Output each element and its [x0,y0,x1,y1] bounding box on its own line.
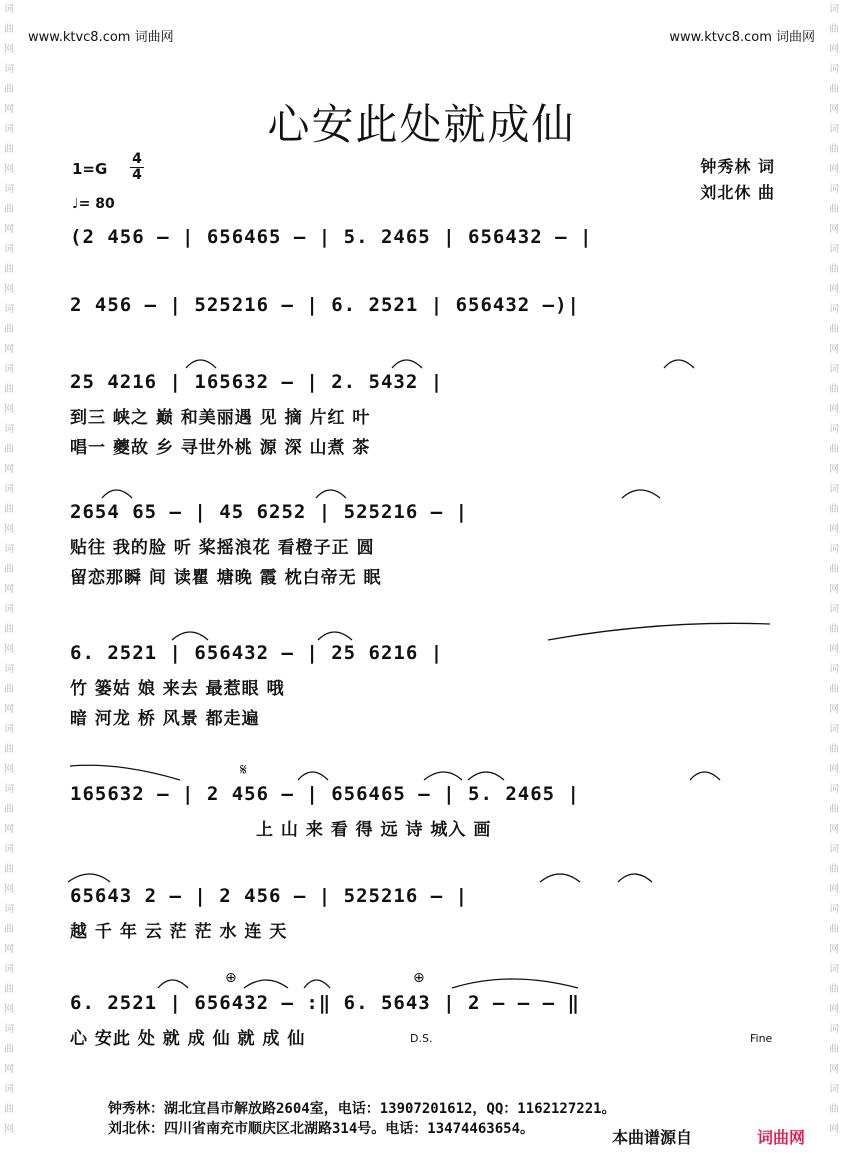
side-watermark-char: 曲 [4,984,14,995]
side-watermark-char: 词 [829,424,839,435]
side-watermark-char: 曲 [4,864,14,875]
segno-mark: 𝄋 [240,760,247,779]
side-watermark-char: 词 [829,904,839,915]
site-logo[interactable]: 词曲网 [757,1128,806,1147]
side-watermark-char: 曲 [4,264,14,275]
side-watermark-char: 网 [4,644,14,655]
side-watermark-char: 曲 [829,984,839,995]
side-watermark-char: 网 [829,944,839,955]
side-watermark-char: 网 [829,284,839,295]
side-watermark-char: 网 [4,524,14,535]
side-watermark-char: 网 [4,1064,14,1075]
side-watermark-char: 词 [829,364,839,375]
side-watermark-char: 曲 [4,24,14,35]
side-watermark-char: 曲 [829,1104,839,1115]
side-watermark-char: 曲 [829,1044,839,1055]
lyrics-row-8: 心 安此 处 就 成 仙 就 成 仙 [70,1029,306,1049]
side-watermark-char: 网 [4,44,14,55]
lyrics-row-7: 越 千 年 云 茫 茫 水 连 天 [70,922,288,942]
side-watermark-char: 词 [829,184,839,195]
footer-composer-contact: 刘北休：四川省南充市顺庆区北湖路314号。电话：13474463654。 [108,1121,535,1137]
side-watermark-char: 曲 [829,684,839,695]
tempo-mark: ♩= 80 [72,196,115,212]
side-watermark-char: 网 [4,704,14,715]
side-watermark-char: 词 [829,64,839,75]
side-watermark-char: 网 [4,164,14,175]
side-watermark-char: 词 [4,364,14,375]
side-watermark-char: 曲 [4,384,14,395]
side-watermark-char: 词 [4,184,14,195]
side-watermark-char: 词 [829,4,839,15]
side-watermark-char: 曲 [829,864,839,875]
side-watermark-char: 网 [4,824,14,835]
score-row-3: 25 4216 | 165632 – | 2. 5432 | [70,371,444,393]
score-row-4: 2654 65 – | 45 6252 | 525216 – | [70,501,469,523]
side-watermark-char: 词 [4,1084,14,1095]
side-watermark-char: 曲 [4,564,14,575]
side-watermark-char: 曲 [829,204,839,215]
score-row-5: 6. 2521 | 656432 – | 25 6216 | [70,642,444,664]
side-watermark-char: 曲 [829,144,839,155]
side-watermark-char: 词 [4,784,14,795]
side-watermark-char: 网 [4,1004,14,1015]
ds-mark: D.S. [410,1032,433,1045]
side-watermark-char: 网 [829,1004,839,1015]
side-watermark-char: 曲 [829,744,839,755]
song-title: 心安此处就成仙 [267,100,576,149]
side-watermark-char: 曲 [829,444,839,455]
side-watermark-char: 词 [4,904,14,915]
site-url-right[interactable]: www.ktvc8.com 词曲网 [669,30,815,45]
fine-mark: Fine [750,1032,773,1045]
key-signature: 1=G [72,160,108,178]
site-url-left[interactable]: www.ktvc8.com 词曲网 [28,30,174,45]
composer-credit: 刘北休 曲 [700,183,775,202]
side-watermark-char: 网 [829,1124,839,1135]
side-watermark-char: 词 [4,304,14,315]
side-watermark-char: 词 [4,724,14,735]
lyrics-row-5-verse-2: 暗 河龙 桥 风景 都走遍 [70,709,260,729]
side-watermark-char: 词 [829,244,839,255]
time-sig-top: 4 [132,151,142,167]
side-watermark-char: 网 [4,584,14,595]
side-watermark-char: 词 [829,304,839,315]
side-watermark-char: 词 [4,964,14,975]
side-watermark-char: 词 [4,1024,14,1035]
side-watermark-char: 词 [829,784,839,795]
side-watermark-char: 词 [829,484,839,495]
side-watermark-char: 网 [829,44,839,55]
coda-mark-1: ⊕ [225,970,237,986]
side-watermark-char: 曲 [829,624,839,635]
side-watermark-char: 词 [829,844,839,855]
side-watermark-char: 网 [829,644,839,655]
side-watermark-char: 曲 [4,684,14,695]
side-watermark-char: 网 [829,704,839,715]
lyrics-row-3-verse-1: 到三 峡之 巅 和美丽遇 见 摘 片红 叶 [70,408,371,428]
side-watermark-char: 网 [829,824,839,835]
side-watermark-char: 曲 [4,504,14,515]
side-watermark-char: 网 [4,404,14,415]
lyrics-row-5-verse-1: 竹 篓姑 娘 来去 最惹眼 哦 [70,679,285,699]
score-row-7: 65643 2 – | 2 456 – | 525216 – | [70,885,469,907]
score-row-1: (2 456 – | 656465 – | 5. 2465 | 656432 – | [70,226,593,248]
side-watermark-char: 曲 [829,24,839,35]
side-watermark-char: 曲 [4,144,14,155]
coda-mark-2: ⊕ [413,970,425,986]
side-watermark-char: 词 [4,544,14,555]
side-watermark-char: 曲 [4,744,14,755]
side-watermark-char: 词 [4,244,14,255]
side-watermark-char: 词 [829,1084,839,1095]
side-watermark-char: 曲 [829,384,839,395]
side-watermark-char: 词 [829,1024,839,1035]
side-watermark-char: 网 [829,764,839,775]
side-watermark-char: 词 [829,544,839,555]
side-watermark-char: 网 [4,284,14,295]
footer-lyricist-contact: 钟秀林：湖北宜昌市解放路2604室，电话：13907201612，QQ：1162127221。 [108,1101,616,1117]
side-watermark-char: 网 [829,884,839,895]
side-watermark-char: 词 [829,604,839,615]
score-row-6: 165632 – | 2 456 – | 656465 – | 5. 2465 | [70,783,580,805]
side-watermark-char: 网 [829,344,839,355]
side-watermark-char: 曲 [829,564,839,575]
side-watermark-char: 词 [4,64,14,75]
side-watermark-char: 曲 [829,264,839,275]
lyrics-row-6: 上 山 来 看 得 远 诗 城入 画 [256,820,492,840]
side-watermark-char: 曲 [4,924,14,935]
side-watermark-char: 网 [829,164,839,175]
side-watermark-char: 词 [4,4,14,15]
side-watermark-char: 词 [4,604,14,615]
side-watermark-char: 词 [4,484,14,495]
time-sig-bottom: 4 [132,167,142,183]
side-watermark-char: 网 [829,1064,839,1075]
side-watermark-char: 网 [4,464,14,475]
side-watermark-char: 曲 [829,924,839,935]
side-watermark-char: 曲 [829,324,839,335]
lyrics-row-4-verse-2: 留恋那瞬 间 读瞿 塘晚 霞 枕白帝无 眠 [70,568,382,588]
side-watermark-char: 网 [829,224,839,235]
side-watermark-char: 词 [4,424,14,435]
score-row-8: 6. 2521 | 656432 – :‖ 6. 5643 | 2 – – – ‖ [70,992,580,1014]
side-watermark-char: 词 [4,124,14,135]
side-watermark-char: 曲 [829,804,839,815]
side-watermark-char: 词 [829,124,839,135]
side-watermark-char: 曲 [4,1104,14,1115]
lyricist-credit: 钟秀林 词 [700,157,775,176]
side-watermark-char: 曲 [4,204,14,215]
side-watermark-char: 网 [829,464,839,475]
side-watermark-char: 词 [829,724,839,735]
side-watermark-char: 网 [4,1124,14,1135]
side-watermark-char: 网 [4,764,14,775]
side-watermark-char: 曲 [4,1044,14,1055]
side-watermark-char: 词 [4,664,14,675]
lyrics-row-3-verse-2: 唱一 夔故 乡 寻世外桃 源 深 山煮 茶 [70,438,371,458]
side-watermark-char: 网 [4,224,14,235]
source-note: 本曲谱源自 [612,1128,693,1147]
side-watermark-char: 曲 [829,84,839,95]
side-watermark-char: 网 [4,104,14,115]
side-watermark-char: 网 [829,524,839,535]
score-row-2: 2 456 – | 525216 – | 6. 2521 | 656432 –)| [70,294,580,316]
side-watermark-char: 网 [4,944,14,955]
side-watermark-char: 词 [4,844,14,855]
side-watermark-char: 网 [829,584,839,595]
side-watermark-char: 词 [829,964,839,975]
side-watermark-char: 网 [829,404,839,415]
side-watermark-char: 词 [829,664,839,675]
lyrics-row-4-verse-1: 贴往 我的脸 听 桨摇浪花 看橙子正 圆 [70,538,375,558]
side-watermark-char: 曲 [4,444,14,455]
side-watermark-char: 网 [4,884,14,895]
side-watermark-char: 曲 [4,324,14,335]
side-watermark-char: 曲 [829,504,839,515]
side-watermark-char: 网 [829,104,839,115]
side-watermark-char: 曲 [4,84,14,95]
side-watermark-char: 网 [4,344,14,355]
side-watermark-char: 曲 [4,624,14,635]
side-watermark-char: 曲 [4,804,14,815]
